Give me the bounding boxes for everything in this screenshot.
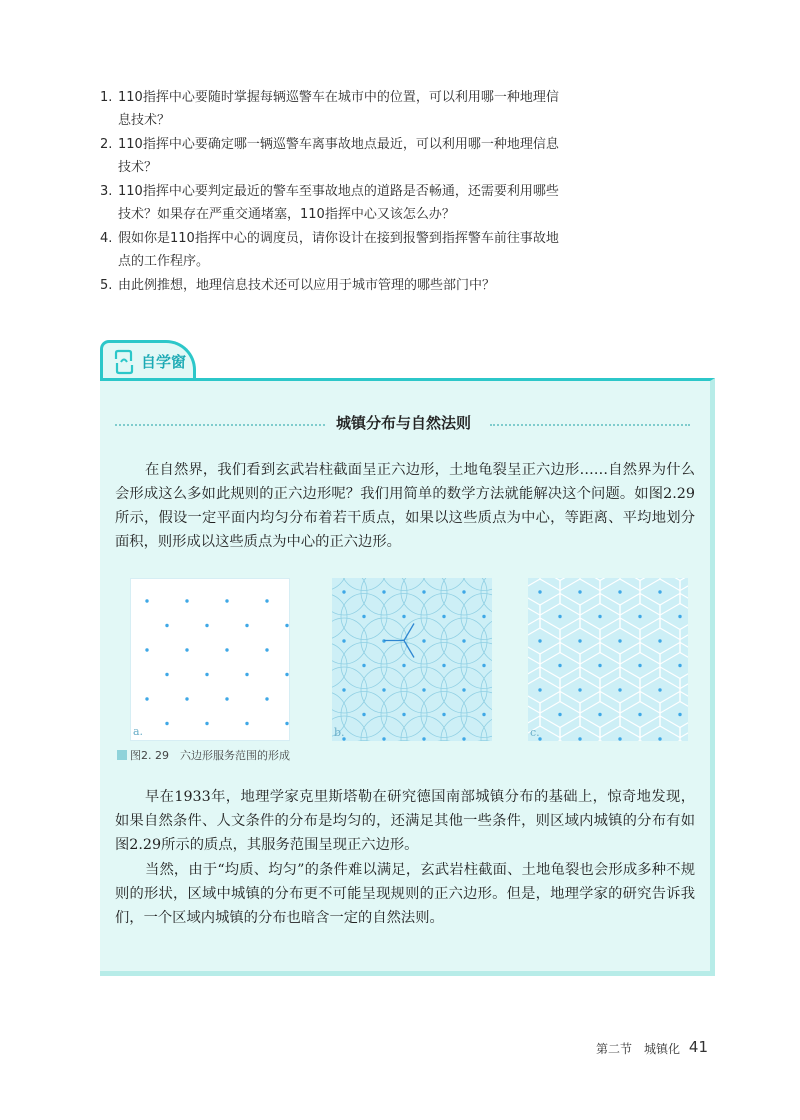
center-dot xyxy=(678,615,681,618)
question-item xyxy=(100,180,570,226)
hexagon-cell xyxy=(620,740,660,741)
center-dot xyxy=(225,599,228,602)
hexagon-cell xyxy=(580,740,620,741)
center-dot xyxy=(538,590,541,593)
center-dot xyxy=(245,673,248,676)
title-divider-left xyxy=(115,424,325,426)
coverage-circle xyxy=(461,741,492,742)
center-dot xyxy=(578,688,581,691)
self-study-label: 自学窗 xyxy=(141,353,187,371)
question-number: 3. xyxy=(100,184,113,199)
figure-a-dots xyxy=(130,578,290,741)
question-text: 110指挥中心要随时掌握每辆巡警车在城市中的位置，可以利用哪一种地理信息技术？ xyxy=(118,90,559,128)
center-dot xyxy=(265,648,268,651)
center-dot xyxy=(598,615,601,618)
center-dot xyxy=(342,590,345,593)
center-dot xyxy=(538,688,541,691)
center-dot xyxy=(382,688,385,691)
center-dot xyxy=(658,688,661,691)
center-dot xyxy=(342,639,345,642)
question-text: 由此例推想，地理信息技术还可以应用于城市管理的哪些部门中？ xyxy=(118,278,496,293)
center-dot xyxy=(482,664,485,667)
center-dot xyxy=(638,664,641,667)
center-dot xyxy=(205,722,208,725)
dot-grid-diagram xyxy=(131,579,290,741)
footer-section xyxy=(596,1040,680,1057)
center-dot xyxy=(638,713,641,716)
figure-letter: a. xyxy=(133,725,144,738)
hexagon-cell xyxy=(528,618,560,664)
center-dot xyxy=(165,673,168,676)
question-item xyxy=(100,86,570,132)
figure-letter: c. xyxy=(530,726,540,739)
center-dot xyxy=(185,697,188,700)
question-number: 1. xyxy=(100,90,113,105)
center-dot xyxy=(462,688,465,691)
coverage-circle xyxy=(461,578,492,591)
center-dot xyxy=(618,737,621,740)
center-dot xyxy=(362,664,365,667)
center-dot xyxy=(422,737,425,740)
caption-marker xyxy=(117,750,127,760)
center-dot xyxy=(382,737,385,740)
coverage-circle xyxy=(421,741,467,742)
center-dot xyxy=(678,713,681,716)
center-dot xyxy=(558,615,561,618)
hexagon-cell xyxy=(660,691,688,737)
self-study-tab xyxy=(100,340,196,378)
coverage-circle xyxy=(332,741,347,742)
section-title: 城镇分布与自然法则 xyxy=(336,414,472,432)
question-number: 4. xyxy=(100,231,113,246)
question-item xyxy=(100,133,570,179)
coverage-circle xyxy=(461,594,492,640)
center-dot xyxy=(205,624,208,627)
center-dot xyxy=(618,639,621,642)
figure-c-hexagons xyxy=(528,578,688,741)
page-number: 41 xyxy=(688,1038,708,1056)
center-dot xyxy=(362,615,365,618)
center-dot xyxy=(225,648,228,651)
center-dot xyxy=(578,639,581,642)
center-dot xyxy=(658,639,661,642)
question-item xyxy=(100,274,570,297)
center-dot xyxy=(382,590,385,593)
center-dot xyxy=(185,599,188,602)
center-dot xyxy=(342,688,345,691)
hexagon-cell xyxy=(528,593,540,639)
figure-caption xyxy=(117,747,290,763)
coverage-circle xyxy=(461,643,492,689)
hexagon-cell xyxy=(528,642,540,688)
center-dot xyxy=(558,713,561,716)
center-dot xyxy=(658,737,661,740)
center-dot xyxy=(285,624,288,627)
center-dot xyxy=(678,664,681,667)
center-dot xyxy=(285,722,288,725)
center-dot xyxy=(598,664,601,667)
figure-b-circles xyxy=(332,578,492,741)
center-dot xyxy=(538,639,541,642)
center-dot xyxy=(245,722,248,725)
center-dot xyxy=(618,688,621,691)
question-text: 110指挥中心要判定最近的警车至事故地点的道路是否畅通，还需要利用哪些技术？如果存在严重交通堵塞，110指挥中心又该怎么办？ xyxy=(118,184,559,222)
coverage-circle xyxy=(381,741,427,742)
hexagon-cell xyxy=(528,740,540,741)
hexagon-cell xyxy=(540,740,580,741)
coverage-circle xyxy=(332,618,367,664)
center-dot xyxy=(482,615,485,618)
coverage-circle xyxy=(332,667,367,713)
center-dot xyxy=(145,648,148,651)
coverage-circle xyxy=(401,578,447,615)
center-dot xyxy=(165,722,168,725)
center-dot xyxy=(558,664,561,667)
hexagon-cell xyxy=(528,578,540,591)
hexagon-cell xyxy=(528,667,560,713)
circle-coverage-diagram xyxy=(332,578,492,741)
caption-text: 图2. 29 六边形服务范围的形成 xyxy=(130,749,290,762)
center-dot xyxy=(265,599,268,602)
center-dot xyxy=(598,713,601,716)
coverage-circle xyxy=(441,578,487,615)
figure-letter: b. xyxy=(334,726,345,739)
question-item xyxy=(100,227,570,273)
coverage-circle xyxy=(361,578,407,615)
center-dot xyxy=(185,648,188,651)
center-dot xyxy=(245,624,248,627)
hexagon-cell xyxy=(660,740,688,741)
paragraph-christaller: 早在1933年，地理学家克里斯塔勒在研究德国南部城镇分布的基础上，惊奇地发现，如果自然条件、人文条件的分布是均匀的，还满足其他一些条件，则区域内城镇的分布有如图2.29所示的质点，其服务范围呈现正六边形。 xyxy=(115,789,695,853)
center-dot xyxy=(362,713,365,716)
paragraph-conclusion: 当然，由于“均质、均匀”的条件难以满足，玄武岩柱截面、土地龟裂也会形成多种不规则的形状，区域中城镇的分布更不可能呈现规则的正六边形。但是，地理学家的研究告诉我们，一个区域内城镇的分布也暗含一定的自然法则。 xyxy=(115,862,695,926)
center-dot xyxy=(402,615,405,618)
question-number: 2. xyxy=(100,137,113,152)
paragraph-intro: 在自然界，我们看到玄武岩柱截面呈正六边形，土地龟裂呈正六边形……自然界为什么会形成这么多如此规则的正六边形呢？我们用简单的数学方法就能解决这个问题。如图2.29所示，假设一定平面内均匀分布着若干质点，如果以这些质点为中心，等距离、平均地划分面积，则形成以这些质点为中心的正六边形。 xyxy=(115,462,695,550)
coverage-circle xyxy=(332,594,347,640)
center-dot xyxy=(638,615,641,618)
center-dot xyxy=(482,713,485,716)
center-dot xyxy=(618,590,621,593)
center-dot xyxy=(578,590,581,593)
hexagon-tiling-diagram xyxy=(528,578,688,741)
question-number: 5. xyxy=(100,278,113,293)
center-dot xyxy=(265,697,268,700)
coverage-circle xyxy=(481,618,492,664)
center-dot xyxy=(658,590,661,593)
question-text: 假如你是110指挥中心的调度员，请你设计在接到报警到指挥警车前往事故地点的工作程序。 xyxy=(118,231,559,269)
hexagon-cell xyxy=(680,618,688,664)
hexagon-cell xyxy=(660,642,688,688)
center-dot xyxy=(225,697,228,700)
center-dot xyxy=(422,639,425,642)
question-list xyxy=(100,86,570,298)
center-dot xyxy=(422,688,425,691)
self-study-icon xyxy=(113,349,135,375)
center-dot xyxy=(462,590,465,593)
center-dot xyxy=(578,737,581,740)
hexagon-cell xyxy=(660,578,688,591)
center-dot xyxy=(285,673,288,676)
coverage-circle xyxy=(461,692,492,738)
coverage-circle xyxy=(341,741,387,742)
hexagon-cell xyxy=(680,578,688,615)
center-dot xyxy=(145,697,148,700)
center-dot xyxy=(442,615,445,618)
center-dot xyxy=(462,639,465,642)
center-dot xyxy=(422,590,425,593)
hexagon-cell xyxy=(680,667,688,713)
center-dot xyxy=(402,713,405,716)
coverage-circle xyxy=(481,667,492,713)
coverage-circle xyxy=(332,643,347,689)
title-divider-right xyxy=(490,424,690,426)
center-dot xyxy=(442,664,445,667)
center-dot xyxy=(165,624,168,627)
center-dot xyxy=(205,673,208,676)
center-dot xyxy=(462,737,465,740)
center-dot xyxy=(442,713,445,716)
footer-section-text: 第二节 城镇化 xyxy=(595,1042,680,1056)
question-text: 110指挥中心要确定哪一辆巡警车离事故地点最近，可以利用哪一种地理信息技术？ xyxy=(118,137,559,175)
center-dot xyxy=(402,664,405,667)
hexagon-cell xyxy=(660,593,688,639)
center-dot xyxy=(145,599,148,602)
